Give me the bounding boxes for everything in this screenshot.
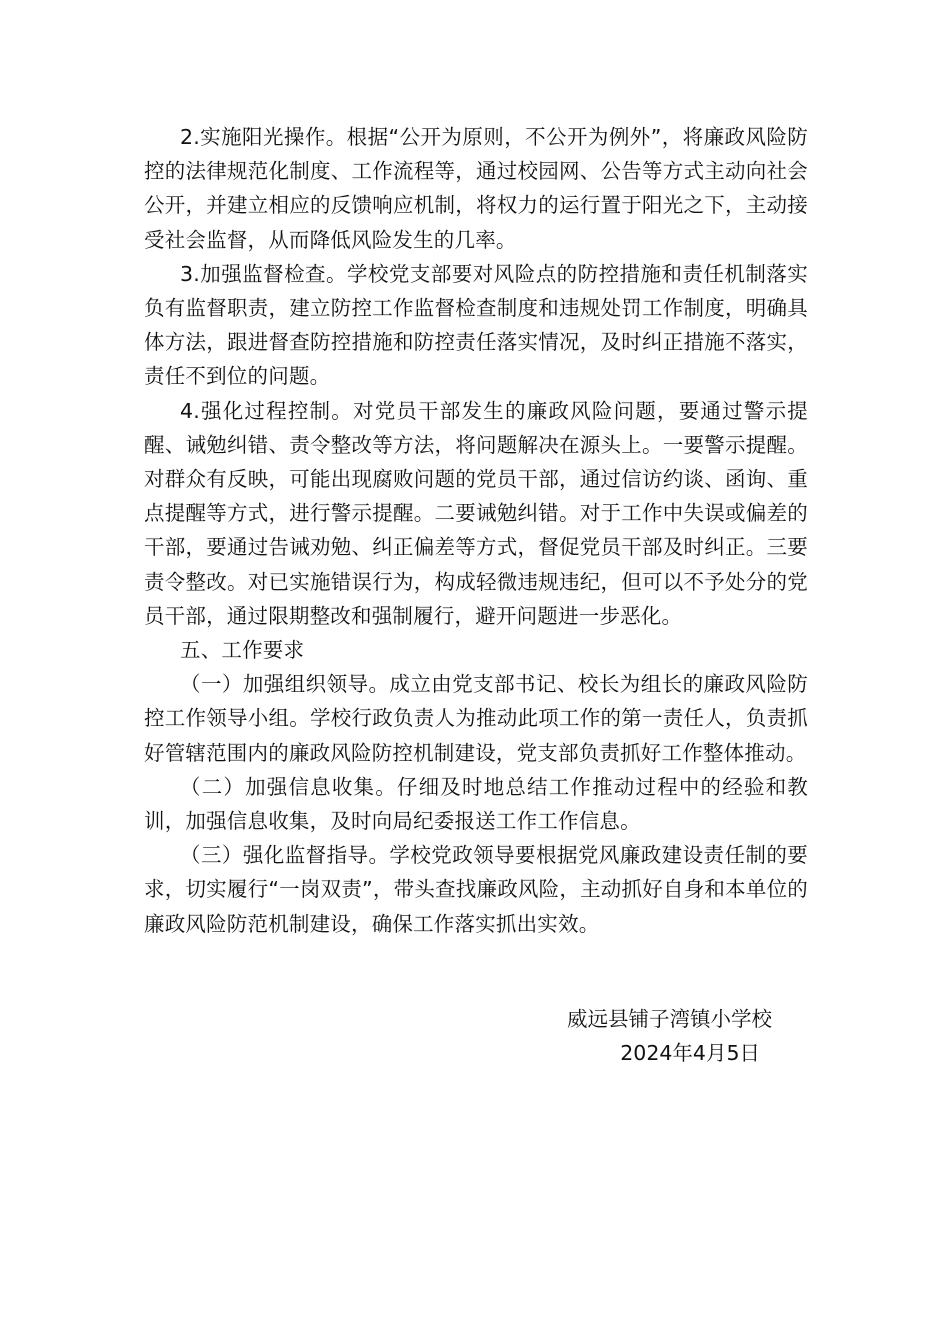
signature-date: 2024年4月5日 xyxy=(620,1041,760,1065)
paragraph-supervision-inspection: 3.加强监督检查。学校党支部要对风险点的防控措施和责任机制落实负有监督职责，建立防控工作监督检查制度和违规处罚工作制度，明确具体方法，跟进督查防控措施和防控责任落实情况，及时纠正措施不落实，责任不到位的问题。 xyxy=(144,261,808,389)
paragraph-sunshine-operation: 2.实施阳光操作。根据“公开为原则，不公开为例外”，将廉政风险防控的法律规范化制度、工作流程等，通过校园网、公告等方式主动向社会公开，并建立相应的反馈响应机制，将权力的运行置于阳光之下，主动接受社会监督，从而降低风险发生的几率。 xyxy=(144,125,808,252)
paragraph-process-control: 4.强化过程控制。对党员干部发生的廉政风险问题，要通过警示提醒、诫勉纠错、责令整改等方法，将问题解决在源头上。一要警示提醒。对群众有反映，可能出现腐败问题的党员干部，通过信访约谈、函询、重点提醒等方式，进行警示提醒。二要诫勉纠错。对于工作中失误或偏差的干部，要通过告诫劝勉、纠正偏差等方式，督促党员干部及时纠正。三要责令整改。对已实施错误行为，构成轻微违规违纪，但可以不予处分的党员干部，通过限期整改和强制履行，避开问题进一步恶化。 xyxy=(144,398,808,628)
section-heading-work-requirements: 五、工作要求 xyxy=(180,638,305,663)
document-body xyxy=(144,120,808,941)
paragraph-information-collection: （二）加强信息收集。仔细及时地总结工作推动过程中的经验和教训，加强信息收集，及时向局纪委报送工作工作信息。 xyxy=(144,774,808,834)
paragraph-supervision-guidance: （三）强化监督指导。学校党政领导要根据党风廉政建设责任制的要求，切实履行“一岗双责”，带头查找廉政风险，主动抓好自身和本单位的廉政风险防范机制建设，确保工作落实抓出实效。 xyxy=(144,843,808,936)
signature-organization: 威远县铺子湾镇小学校 xyxy=(567,1007,772,1031)
paragraph-organization-leadership: （一）加强组织领导。成立由党支部书记、校长为组长的廉政风险防控工作领导小组。学校行政负责人为推动此项工作的第一责任人，负责抓好管辖范围内的廉政风险防控机制建设，党支部负责抓好工作整体推动。 xyxy=(144,672,808,765)
